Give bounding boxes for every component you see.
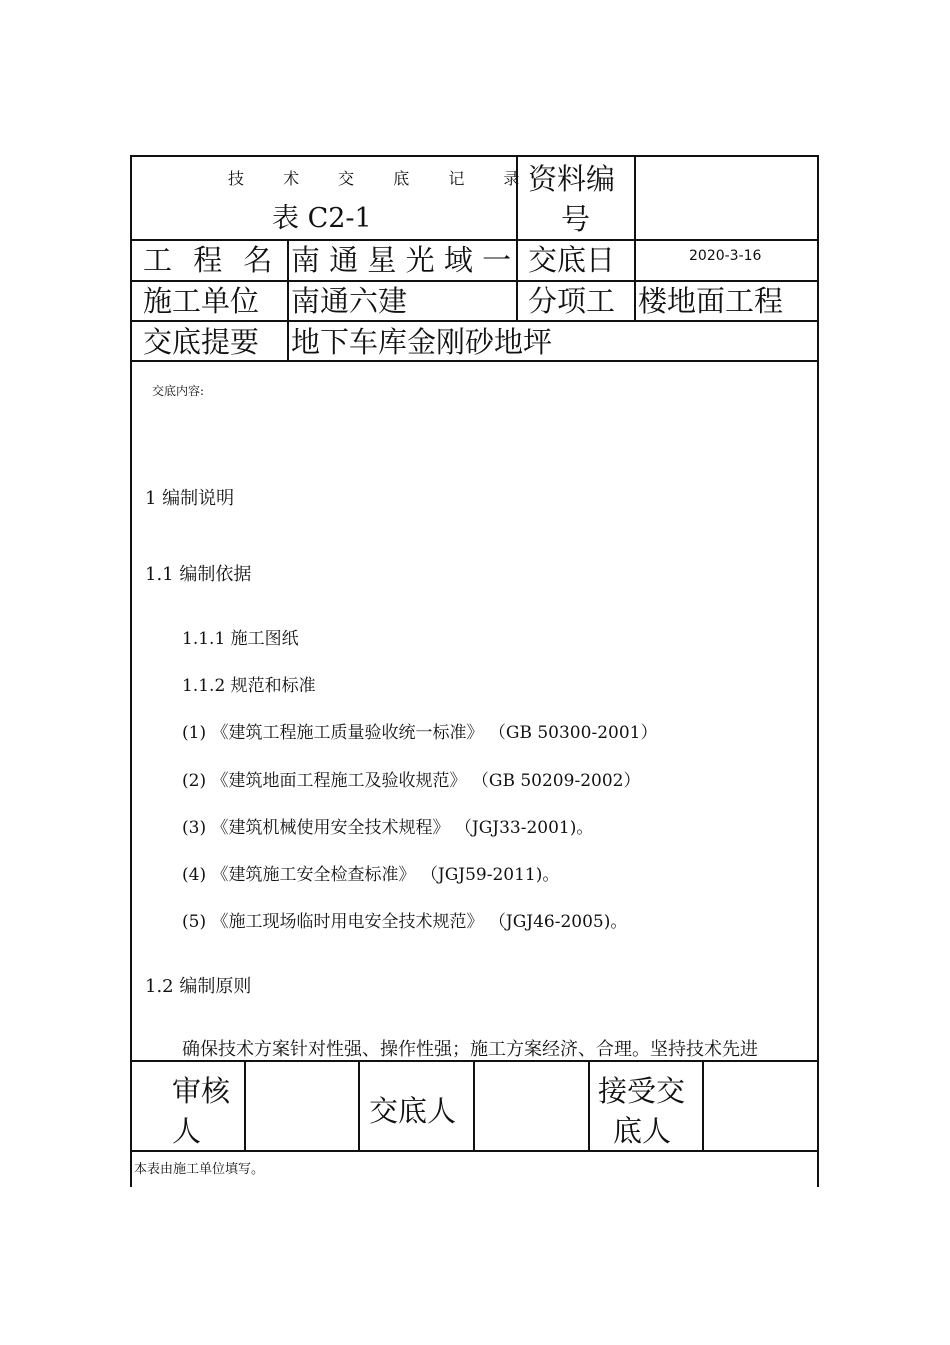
heading-1: 1 编制说明 [145, 488, 235, 509]
reviewer-label-line1: 审核 [172, 1074, 231, 1108]
footer-note: 本表由施工单位填写。 [134, 1162, 265, 1177]
table-border-right [817, 155, 819, 1187]
heading-1-2: 1.2 编制原则 [145, 976, 252, 997]
standard-ref: (5) 《施工现场临时用电安全技术规范》 （JGJ46-2005)。 [182, 912, 628, 932]
standard-ref: (2) 《建筑地面工程施工及验收规范》 （GB 50209-2002） [182, 771, 641, 791]
project-label: 工 程 名 [143, 243, 279, 277]
col-divider [358, 1060, 360, 1152]
row-divider [130, 239, 819, 241]
col-divider [702, 1060, 704, 1152]
form-number: 表 C2-1 [272, 203, 372, 234]
subitem-value: 楼地面工程 [638, 284, 784, 318]
unit-label: 施工单位 [143, 284, 260, 318]
table-border-top [130, 155, 819, 157]
presenter-label: 交底人 [369, 1094, 457, 1128]
heading-1-1: 1.1 编制依据 [145, 564, 252, 585]
receiver-label-line1: 接受交 [598, 1074, 686, 1108]
standard-ref: (1) 《建筑工程施工质量验收统一标准》 （GB 50300-2001） [182, 723, 658, 743]
date-value: 2020-3-16 [689, 248, 762, 264]
standard-ref: (4) 《建筑施工安全检查标准》 （JGJ59-2011)。 [182, 865, 560, 885]
unit-value: 南通六建 [291, 284, 408, 318]
principle-paragraph: 确保技术方案针对性强、操作性强；施工方案经济、合理。坚持技术先进 [182, 1039, 758, 1060]
col-divider [588, 1060, 590, 1152]
item-1-1-1: 1.1.1 施工图纸 [182, 629, 299, 649]
item-1-1-2: 1.1.2 规范和标准 [182, 676, 316, 696]
col-divider [244, 1060, 246, 1152]
summary-value: 地下车库金刚砂地坪 [291, 325, 553, 359]
form-title: 技 术 交 底 记 录 [228, 169, 537, 188]
project-value: 南 通 星 光 域 一 [291, 243, 512, 277]
reviewer-label-line2: 人 [172, 1114, 202, 1148]
col-divider [634, 155, 636, 322]
col-divider [473, 1060, 475, 1152]
row-divider [130, 360, 819, 362]
content-label: 交底内容: [152, 384, 205, 398]
ref-label-line1: 资料编 [528, 162, 616, 196]
col-divider [287, 239, 289, 362]
receiver-label-line2: 底人 [613, 1114, 672, 1148]
ref-label-line2: 号 [561, 202, 591, 236]
row-divider [130, 280, 819, 282]
row-divider [130, 320, 819, 322]
summary-label: 交底提要 [143, 325, 260, 359]
table-border-left [130, 155, 132, 1187]
standard-ref: (3) 《建筑机械使用安全技术规程》 （JGJ33-2001)。 [182, 818, 594, 838]
subitem-label: 分项工 [528, 284, 616, 318]
date-label: 交底日 [528, 243, 616, 277]
